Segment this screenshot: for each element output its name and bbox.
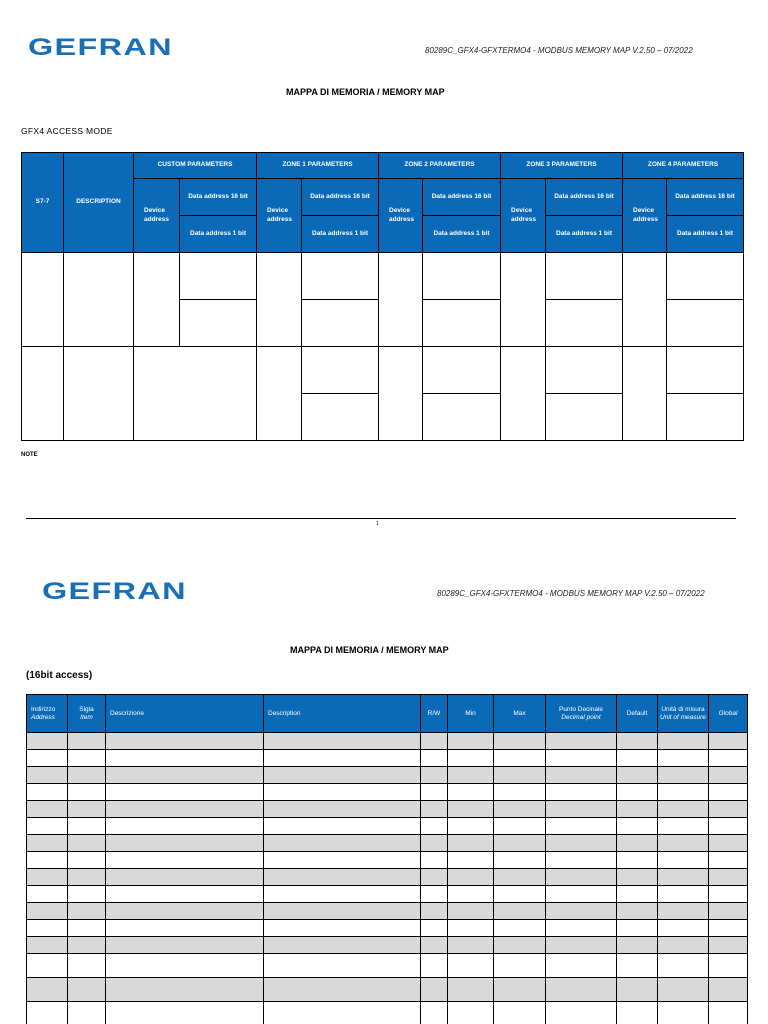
table-cell	[658, 869, 709, 886]
rw-header: R/W	[421, 695, 448, 733]
table-cell	[546, 954, 617, 978]
table-cell	[106, 869, 264, 886]
table-cell	[106, 920, 264, 937]
table-cell	[64, 253, 134, 347]
table-cell	[423, 347, 501, 394]
table-cell	[448, 937, 494, 954]
table-cell	[106, 767, 264, 784]
table-cell	[617, 954, 658, 978]
table-cell	[421, 733, 448, 750]
note-label: NOTE	[21, 452, 38, 458]
table-cell	[27, 886, 68, 903]
table-cell	[448, 818, 494, 835]
table-cell	[421, 852, 448, 869]
table-cell	[617, 852, 658, 869]
table-cell	[623, 253, 667, 347]
table-cell	[658, 801, 709, 818]
table-cell	[546, 903, 617, 920]
table-cell	[264, 818, 421, 835]
table-cell	[494, 920, 546, 937]
table-cell	[106, 818, 264, 835]
table-cell	[658, 750, 709, 767]
global-header: Global	[709, 695, 748, 733]
min-header: Min	[448, 695, 494, 733]
table-cell	[68, 937, 106, 954]
table-cell	[709, 937, 748, 954]
table-cell	[448, 750, 494, 767]
table-cell	[264, 733, 421, 750]
table-cell	[658, 978, 709, 1002]
table-cell	[501, 253, 546, 347]
table-cell	[264, 978, 421, 1002]
table-row	[27, 852, 748, 869]
table-cell	[448, 903, 494, 920]
table-cell	[448, 852, 494, 869]
table-cell	[709, 903, 748, 920]
table-cell	[494, 818, 546, 835]
table-cell	[709, 733, 748, 750]
table-cell	[27, 835, 68, 852]
table-cell	[27, 767, 68, 784]
table-cell	[264, 937, 421, 954]
table-cell	[448, 801, 494, 818]
table-cell	[546, 394, 623, 441]
table-cell	[106, 937, 264, 954]
table-cell	[546, 767, 617, 784]
table-cell	[658, 733, 709, 750]
table-cell	[27, 801, 68, 818]
table-cell	[546, 801, 617, 818]
data-address-1-header: Data address 1 bit	[302, 216, 379, 253]
table-cell	[421, 903, 448, 920]
data-address-16-header: Data address 16 bit	[423, 179, 501, 216]
access-type-heading: (16bit access)	[26, 670, 93, 681]
table-cell	[264, 750, 421, 767]
table-cell	[302, 253, 379, 300]
table-cell	[421, 1002, 448, 1024]
table-cell	[709, 978, 748, 1002]
page-number: 1	[376, 521, 379, 527]
table-cell	[27, 920, 68, 937]
table-cell	[134, 347, 257, 441]
device-address-header: Device address	[134, 179, 180, 253]
table-cell	[68, 750, 106, 767]
table-cell	[546, 347, 623, 394]
table-cell	[68, 801, 106, 818]
table-row	[27, 784, 748, 801]
table-row	[27, 801, 748, 818]
table-cell	[494, 852, 546, 869]
table-cell	[421, 869, 448, 886]
table-cell	[448, 733, 494, 750]
table-cell	[264, 886, 421, 903]
table-cell	[264, 954, 421, 978]
table-cell	[68, 767, 106, 784]
table-cell	[448, 767, 494, 784]
table-cell	[27, 937, 68, 954]
table-cell	[658, 937, 709, 954]
table-cell	[68, 1002, 106, 1024]
table-cell	[658, 818, 709, 835]
table-cell	[68, 784, 106, 801]
table-cell	[617, 835, 658, 852]
table-row	[27, 937, 748, 954]
access-mode-table	[21, 152, 744, 441]
address-header: Indirizzo Address	[27, 695, 68, 733]
table-cell	[106, 954, 264, 978]
table-cell	[494, 937, 546, 954]
table-cell	[658, 886, 709, 903]
data-address-16-header: Data address 16 bit	[302, 179, 379, 216]
table-cell	[264, 920, 421, 937]
table-cell	[658, 767, 709, 784]
table-cell	[494, 835, 546, 852]
table-cell	[658, 852, 709, 869]
data-address-16-header: Data address 16 bit	[546, 179, 623, 216]
table-cell	[448, 784, 494, 801]
table-cell	[658, 1002, 709, 1024]
table-cell	[264, 767, 421, 784]
table-cell	[709, 801, 748, 818]
table-row	[27, 733, 748, 750]
table-cell	[709, 767, 748, 784]
group-header-custom: CUSTOM PARAMETERS	[134, 153, 257, 179]
group-header-zone4: ZONE 4 PARAMETERS	[623, 153, 744, 179]
table-cell	[494, 767, 546, 784]
table-cell	[546, 869, 617, 886]
table-cell	[27, 733, 68, 750]
table-cell	[421, 886, 448, 903]
table-cell	[709, 835, 748, 852]
table-cell	[264, 784, 421, 801]
table-cell	[658, 903, 709, 920]
table-cell	[709, 852, 748, 869]
table-cell	[68, 954, 106, 978]
table-cell	[546, 253, 623, 300]
table-cell	[421, 937, 448, 954]
table-row	[22, 253, 744, 300]
table-cell	[27, 869, 68, 886]
table-cell	[546, 852, 617, 869]
default-header: Default	[617, 695, 658, 733]
max-header: Max	[494, 695, 546, 733]
description-header: DESCRIPTION	[64, 153, 134, 253]
table-cell	[302, 300, 379, 347]
table-cell	[617, 750, 658, 767]
device-address-header: Device address	[623, 179, 667, 253]
table-cell	[448, 835, 494, 852]
table-cell	[68, 869, 106, 886]
table-cell	[546, 733, 617, 750]
table-cell	[302, 347, 379, 394]
table-cell	[494, 801, 546, 818]
data-address-1-header: Data address 1 bit	[423, 216, 501, 253]
table-cell	[106, 903, 264, 920]
table-row	[27, 903, 748, 920]
table-cell	[617, 818, 658, 835]
table-cell	[379, 347, 423, 441]
table-cell	[667, 394, 744, 441]
table-cell	[448, 1002, 494, 1024]
table-cell	[709, 750, 748, 767]
table-cell	[134, 253, 180, 347]
table-cell	[22, 253, 64, 347]
table-cell	[494, 733, 546, 750]
table-cell	[617, 920, 658, 937]
table-cell	[180, 253, 257, 300]
table-cell	[257, 347, 302, 441]
table-cell	[667, 253, 744, 300]
table-cell	[546, 300, 623, 347]
table-cell	[423, 300, 501, 347]
table-cell	[264, 1002, 421, 1024]
device-address-header: Device address	[501, 179, 546, 253]
table-cell	[448, 954, 494, 978]
data-address-16-header: Data address 16 bit	[180, 179, 257, 216]
table-row	[27, 767, 748, 784]
table-cell	[423, 394, 501, 441]
gefran-logo: GEFRAN	[28, 34, 173, 61]
data-address-16-header: Data address 16 bit	[667, 179, 744, 216]
table-cell	[423, 253, 501, 300]
table-cell	[448, 869, 494, 886]
table-cell	[546, 784, 617, 801]
table-cell	[106, 835, 264, 852]
table-row	[27, 978, 748, 1002]
table-cell	[546, 1002, 617, 1024]
item-header: Sigla Item	[68, 695, 106, 733]
table-cell	[494, 869, 546, 886]
table-cell	[617, 978, 658, 1002]
table-cell	[68, 920, 106, 937]
table-cell	[546, 920, 617, 937]
table-cell	[658, 954, 709, 978]
page-title: MAPPA DI MEMORIA / MEMORY MAP	[286, 87, 445, 97]
group-header-zone2: ZONE 2 PARAMETERS	[379, 153, 501, 179]
table-row	[27, 818, 748, 835]
table-cell	[27, 903, 68, 920]
table-cell	[617, 869, 658, 886]
table-cell	[264, 835, 421, 852]
table-cell	[709, 954, 748, 978]
table-cell	[494, 903, 546, 920]
table-cell	[617, 801, 658, 818]
table-cell	[709, 1002, 748, 1024]
table-cell	[501, 347, 546, 441]
table-cell	[448, 920, 494, 937]
table-cell	[27, 954, 68, 978]
table-cell	[68, 852, 106, 869]
table-cell	[106, 750, 264, 767]
table-cell	[421, 835, 448, 852]
table-cell	[617, 784, 658, 801]
data-address-1-header: Data address 1 bit	[180, 216, 257, 253]
table-cell	[709, 920, 748, 937]
table-cell	[106, 886, 264, 903]
table-cell	[264, 852, 421, 869]
table-cell	[617, 886, 658, 903]
table-cell	[709, 818, 748, 835]
table-cell	[546, 818, 617, 835]
table-cell	[617, 903, 658, 920]
table-cell	[667, 300, 744, 347]
table-row	[27, 886, 748, 903]
table-cell	[106, 978, 264, 1002]
page-title: MAPPA DI MEMORIA / MEMORY MAP	[290, 645, 449, 655]
document-reference: 80289C_GFX4-GFXTERMO4 - MODBUS MEMORY MAP V.2.50 – 07/2022	[437, 589, 705, 598]
gefran-logo: GEFRAN	[42, 578, 187, 605]
s77-header: S7-7	[22, 153, 64, 253]
table-cell	[421, 767, 448, 784]
table-cell	[68, 903, 106, 920]
table-cell	[421, 784, 448, 801]
table-cell	[257, 253, 302, 347]
table-cell	[448, 978, 494, 1002]
table-cell	[617, 1002, 658, 1024]
memory-map-table	[26, 694, 748, 1024]
table-cell	[494, 750, 546, 767]
table-cell	[421, 801, 448, 818]
table-cell	[546, 937, 617, 954]
table-row	[27, 835, 748, 852]
table-cell	[421, 750, 448, 767]
table-cell	[658, 835, 709, 852]
document-reference: 80289C_GFX4-GFXTERMO4 - MODBUS MEMORY MAP V.2.50 – 07/2022	[425, 46, 693, 55]
table-cell	[421, 920, 448, 937]
page-divider	[26, 518, 736, 519]
table-row	[27, 920, 748, 937]
table-cell	[27, 852, 68, 869]
table-row	[27, 869, 748, 886]
table-cell	[264, 869, 421, 886]
table-cell	[27, 1002, 68, 1024]
group-header-zone3: ZONE 3 PARAMETERS	[501, 153, 623, 179]
table-cell	[494, 954, 546, 978]
table-cell	[64, 347, 134, 441]
access-mode-heading: GFX4 ACCESS MODE	[21, 126, 113, 136]
table-cell	[180, 300, 257, 347]
table-cell	[623, 347, 667, 441]
table-cell	[264, 903, 421, 920]
table-cell	[658, 784, 709, 801]
table-cell	[709, 886, 748, 903]
table-cell	[22, 347, 64, 441]
table-cell	[421, 818, 448, 835]
table-cell	[421, 954, 448, 978]
table-cell	[421, 978, 448, 1002]
table-cell	[448, 886, 494, 903]
table-cell	[106, 784, 264, 801]
device-address-header: Device address	[379, 179, 423, 253]
table-cell	[264, 801, 421, 818]
table-cell	[546, 886, 617, 903]
table-cell	[68, 733, 106, 750]
table-cell	[617, 733, 658, 750]
table-cell	[546, 750, 617, 767]
table-cell	[617, 767, 658, 784]
table-cell	[106, 733, 264, 750]
table-cell	[27, 750, 68, 767]
table-cell	[546, 978, 617, 1002]
table-cell	[106, 852, 264, 869]
table-cell	[494, 1002, 546, 1024]
table-cell	[68, 886, 106, 903]
table-cell	[106, 801, 264, 818]
table-cell	[27, 818, 68, 835]
table-row	[22, 347, 744, 394]
table-cell	[302, 394, 379, 441]
decimal-point-header: Punto Decinale Decimal point	[546, 695, 617, 733]
description-header: Description	[264, 695, 421, 733]
table-row	[27, 954, 748, 978]
data-address-1-header: Data address 1 bit	[667, 216, 744, 253]
table-cell	[667, 347, 744, 394]
table-cell	[709, 869, 748, 886]
table-cell	[494, 886, 546, 903]
table-cell	[494, 784, 546, 801]
table-cell	[68, 835, 106, 852]
table-cell	[546, 835, 617, 852]
table-cell	[27, 978, 68, 1002]
table-cell	[379, 253, 423, 347]
descrizione-header: Descrizione	[106, 695, 264, 733]
data-address-1-header: Data address 1 bit	[546, 216, 623, 253]
table-cell	[494, 978, 546, 1002]
table-row	[27, 750, 748, 767]
device-address-header: Device address	[257, 179, 302, 253]
table-cell	[658, 920, 709, 937]
table-cell	[27, 784, 68, 801]
table-cell	[68, 978, 106, 1002]
unit-header: Unità di misura Unit of measure	[658, 695, 709, 733]
table-cell	[617, 937, 658, 954]
table-cell	[709, 784, 748, 801]
table-row	[27, 1002, 748, 1024]
table-cell	[68, 818, 106, 835]
group-header-zone1: ZONE 1 PARAMETERS	[257, 153, 379, 179]
table-cell	[106, 1002, 264, 1024]
